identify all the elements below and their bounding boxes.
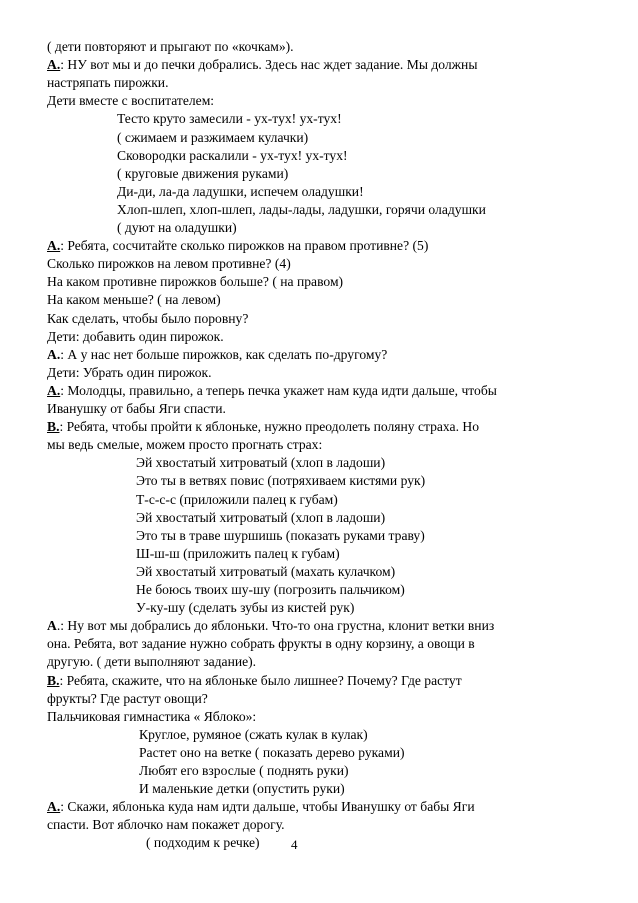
text-line [47,436,322,454]
line-text: Круглое, румяное (сжать кулак в кулак) [139,726,368,742]
text-line [47,255,291,273]
text-line [136,563,395,581]
line-text: : Ребята, скажите, что на яблоньке было лишнее? Почему? Где растут [59,672,462,688]
text-line [47,400,226,418]
text-line [47,346,387,364]
line-text: Эй хвостатый хитроватый (махать кулачком) [136,563,396,579]
line-text: Т-с-с-с (приложили палец к губам) [136,491,338,507]
text-line [117,129,308,147]
line-text: ( сжимаем и разжимаем кулачки) [117,129,309,145]
text-line [47,653,256,671]
line-text: Дети вместе с воспитателем: [47,93,215,109]
text-line [136,599,354,617]
text-line [47,92,214,110]
line-text: : Ребята, чтобы пройти к яблоньке, нужно преодолеть поляну страха. Но [59,419,479,435]
line-text: На каком противне пирожков больше? ( на правом) [47,274,344,290]
line-text: Растет оно на ветке ( показать дерево руками) [139,744,405,760]
text-line [47,364,212,382]
line-text: У-ку-шу (сделать зубы из кистей рук) [136,600,355,616]
text-line [136,454,385,472]
line-text: Ди-ди, ла-да ладушки, испечем оладушки! [117,183,364,199]
line-text: спасти. Вот яблочко нам покажет дорогу. [47,817,285,833]
text-line [47,382,497,400]
text-line [47,672,462,690]
line-text: И маленькие детки (опустить руки) [139,781,345,797]
line-text: Эй хвостатый хитроватый (хлоп в ладоши) [136,509,386,525]
text-line [47,328,224,346]
speaker-label: В. [47,672,60,688]
line-text: Тесто круто замесили - ух-тух! ух-тух! [117,111,342,127]
text-line [117,219,237,237]
text-line [47,418,479,436]
text-line [136,545,340,563]
speaker-label: А. [47,346,61,362]
page-number: 4 [291,837,298,852]
line-text: : Молодцы, правильно, а теперь печка укажет нам куда идти дальше, чтобы [60,382,497,398]
speaker-label: А. [47,799,61,815]
line-text: другую. ( дети выполняют задание). [47,654,257,670]
text-line [136,581,405,599]
text-line [117,183,364,201]
line-text: : НУ вот мы и до печки добрались. Здесь нас ждет задание. Мы должны [60,57,478,73]
text-line [136,491,338,509]
text-line [47,310,248,328]
text-line [136,472,425,490]
text-line [117,147,348,165]
text-line [139,726,368,744]
line-text: настряпать пирожки. [47,75,169,91]
text-line [47,617,494,635]
line-text: Иванушку от бабы Яги спасти. [47,401,226,416]
text-line [47,38,294,56]
text-line [47,56,477,74]
text-line [47,690,208,708]
line-text: фрукты? Где растут овощи? [47,690,208,706]
text-line [47,273,343,291]
text-line [139,744,405,762]
text-line [117,165,288,183]
line-text: Сколько пирожков на левом противне? (4) [47,256,291,272]
line-text: Это ты в траве шуршишь (показать руками траву) [136,527,425,543]
line-text: : А у нас нет больше пирожков, как сделать по-другому? [60,346,388,362]
text-line [136,527,425,545]
text-line [146,834,260,852]
line-text: Дети: Убрать один пирожок. [47,364,212,380]
text-line [47,237,428,255]
speaker-label: А. [47,238,61,254]
speaker-label: А. [47,382,61,398]
line-text: мы ведь смелые, можем просто прогнать страх: [47,437,323,453]
line-text: Как сделать, чтобы было поровну? [47,310,249,326]
text-line [139,780,345,798]
line-text: ( подходим к речке) [146,835,260,851]
speaker-label: В. [47,419,60,435]
text-line [139,762,349,780]
speaker-label: А. [47,57,61,73]
line-text: Пальчиковая гимнастика « Яблоко»: [47,708,257,724]
text-line [136,509,385,527]
line-text: Любят его взрослые ( поднять руки) [139,763,349,778]
text-line [117,110,342,128]
speaker-label: А [47,618,57,634]
line-text: ( круговые движения руками) [117,165,289,181]
line-text: : Скажи, яблонька куда нам идти дальше, чтобы Иванушку от бабы Яги [60,799,475,815]
text-line [47,74,168,92]
text-line [47,635,475,653]
line-text: ( дети повторяют и прыгают по «кочкам»). [47,39,294,54]
text-line [47,798,475,816]
line-text: ( дуют на оладушки) [117,220,237,235]
line-text: она. Ребята, вот задание нужно собрать фрукты в одну корзину, а овощи в [47,636,475,652]
line-text: Хлоп-шлеп, хлоп-шлеп, лады-лады, ладушки, горячи оладушки [117,201,486,217]
line-text: Эй хвостатый хитроватый (хлоп в ладоши) [136,455,386,471]
line-text: Ш-ш-ш (приложить палец к губам) [136,545,340,561]
line-text: Сковородки раскалили - ух-тух! ух-тух! [117,147,348,163]
line-text: .: Ну вот мы добрались до яблоньки. Что-то она грустна, клонит ветки вниз [56,618,495,634]
line-text: : Ребята, сосчитайте сколько пирожков на правом противне? (5) [60,238,429,254]
line-text: Дети: добавить один пирожок. [47,328,224,344]
line-text: Это ты в ветвях повис (потряхиваем кистями рук) [136,473,426,489]
line-text: На каком меньше? ( на левом) [47,292,221,308]
text-line [47,708,256,726]
line-text: Не боюсь твоих шу-шу (погрозить пальчиком) [136,582,405,597]
text-line [47,291,221,309]
text-line [47,816,285,834]
text-line [117,201,486,219]
